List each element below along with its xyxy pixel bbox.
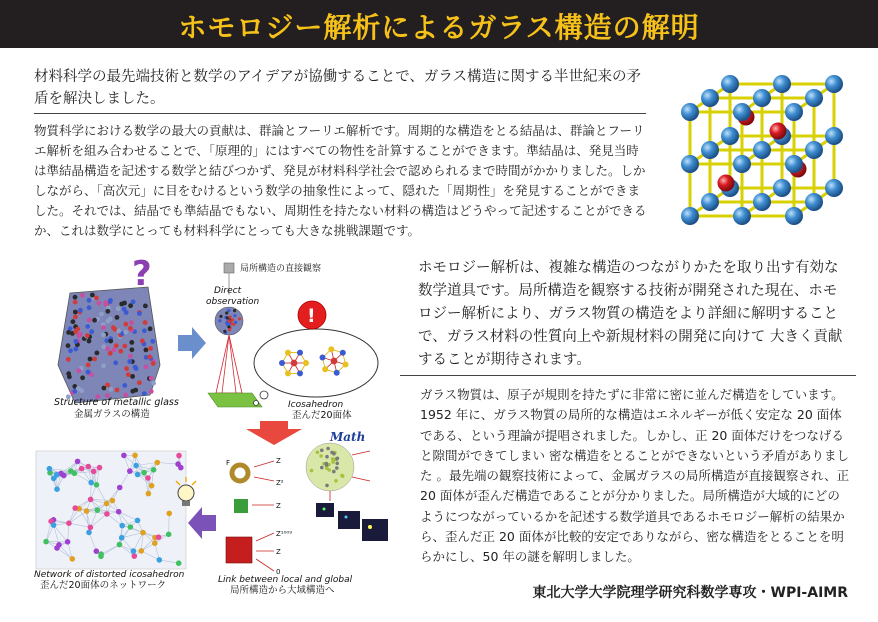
glass-atom — [137, 311, 142, 316]
metallic-glass-en-label: Structure of metallic glass — [54, 397, 179, 408]
network-node — [176, 560, 182, 566]
network-node — [66, 520, 72, 526]
network-node — [135, 472, 141, 478]
observed-atom — [226, 316, 229, 319]
icosahedron-en-label: Icosahedron — [288, 400, 344, 410]
glass-atom — [105, 309, 110, 314]
blue-atom — [733, 207, 751, 225]
homology-paragraph: ホモロジー解析は、複雑な構造のつながりかたを取り出す有効な数学道具です。局所構造を観察する技術が開発された現在、ホモロジー解析により、ガラス物質の構造をより詳細に解明することで、ガラス材料の性質向上や新規材料の開発に向けて 大きく貢献することが期待されます。 — [418, 260, 843, 368]
network-node — [155, 460, 161, 466]
network-node — [86, 530, 92, 536]
network-node — [131, 548, 137, 554]
network-node — [54, 486, 60, 492]
microscope-observation — [208, 263, 262, 407]
glass-atom — [95, 351, 100, 356]
blue-atom — [721, 75, 739, 93]
glass-atom — [114, 343, 119, 348]
network-node — [145, 475, 151, 481]
glass-atom — [78, 332, 83, 337]
homology-math-diagram — [226, 443, 388, 576]
observed-atom — [238, 317, 241, 320]
math-cluster-atom — [310, 469, 314, 473]
glass-atom — [129, 320, 134, 325]
glass-atom — [67, 374, 72, 379]
network-node — [157, 557, 163, 563]
blue-atom — [785, 207, 803, 225]
title-banner — [0, 0, 878, 48]
network-node — [110, 498, 116, 504]
network-node — [119, 535, 125, 541]
link-jp-label: 局所構造から大域構造へ — [230, 585, 335, 596]
glass-paragraph: ガラス物質は、原子が規則を持たずに非常に密に並んだ構造をしています。1952 年に、ガラス物質の局所的な構造はエネルギーが低く安定な 20 面体である、という理論が提唱されました。しかし、正 20 面体だけをつなげると隙間ができてしまい 密な構造をとることができないという矛盾がありました 。最先端の観察技術によって、金属ガラスの局所構造が直接観察され、正 20 面体が歪んだ構造であることが分かりました。局所構造が大域的にどのようにつながっているかを記述する数学道具であるホモロジー解析の結果から、歪んだ正 20 面体が比較的安定でありながら、密な構造をとることを明らかにし、50 年の謎を解明しました。 — [420, 387, 850, 565]
network-node — [94, 548, 100, 554]
icosahedron-atom — [322, 366, 328, 372]
glass-atom — [101, 325, 106, 330]
lead-paragraph: 材料科学の最先端技術と数学のアイデアが協働することで、ガラス構造に関する半世紀来の矛盾を解決しました。 — [34, 69, 641, 107]
blue-atom — [681, 155, 699, 173]
direct-observation-label-1: Direct — [214, 286, 242, 296]
network-node — [56, 542, 62, 548]
blue-atom — [701, 193, 719, 211]
glass-atom — [115, 388, 120, 393]
glass-atom — [122, 383, 127, 388]
glass-atom — [151, 361, 156, 366]
glass-atom — [78, 308, 83, 313]
blue-atom — [805, 141, 823, 159]
math-cluster-atom — [335, 462, 339, 466]
glass-atom — [113, 360, 118, 365]
network-node — [149, 483, 155, 489]
glass-atom — [128, 326, 133, 331]
glass-atom — [129, 340, 134, 345]
blue-atom — [773, 75, 791, 93]
network-node — [132, 553, 138, 559]
blue-atom — [733, 103, 751, 121]
glass-atom — [73, 347, 78, 352]
link-en-label: Link between local and global — [218, 575, 353, 585]
glass-atom — [108, 351, 113, 356]
glass-atom — [108, 339, 113, 344]
glass-atom — [144, 348, 149, 353]
icosahedron-bubble — [254, 329, 379, 406]
network-node — [132, 453, 138, 459]
observed-atom — [226, 323, 229, 326]
glass-atom — [80, 375, 85, 380]
svg-text:Z²: Z² — [276, 479, 284, 487]
network-jp-label: 歪んだ20面体のネットワーク — [40, 580, 167, 591]
icosahedron-network — [36, 451, 186, 569]
math-cluster-atom — [325, 462, 329, 466]
network-node — [141, 470, 147, 476]
glass-atom — [85, 324, 90, 329]
blue-atom — [805, 89, 823, 107]
observed-atom — [223, 330, 226, 333]
glass-atom — [108, 299, 113, 304]
glass-atom — [111, 348, 116, 353]
glass-atom — [86, 370, 91, 375]
blue-atom — [753, 141, 771, 159]
network-node — [51, 522, 57, 528]
svg-text:Z: Z — [276, 548, 281, 556]
glass-atom — [123, 322, 128, 327]
network-node — [104, 511, 110, 517]
observed-atom — [234, 321, 237, 324]
glass-atom — [149, 376, 154, 381]
network-node — [133, 463, 139, 469]
intro-paragraph: 物質科学における数学の最大の貢献は、群論とフーリエ解析です。周期的な構造をとる結晶は、群論とフーリエ解析を組み合わせることで、「原理的」にはすべての物性を計算することができます。準結晶は、発見当時は準結晶構造を記述する数学と結びつかず、発見が材料科学社会で認められるまで時間がかかりました。しかしながら、「高次元」に目をむけるという数学の抽象性によって、隠れた「周期性」を発見することができました。それでは、結晶でも準結晶でもない、周期性を持たない材料の構造はどうやって記述することができるか、これは数学にとっても材料科学にとっても大きな挑戦課題です。 — [34, 123, 647, 238]
network-node — [95, 507, 101, 513]
math-cluster-atom — [316, 451, 320, 455]
glass-atom — [87, 339, 92, 344]
crystal-lattice-illustration — [660, 66, 860, 246]
glass-atom — [87, 318, 92, 323]
divider-top — [34, 113, 646, 114]
glass-atom — [142, 328, 147, 333]
glass-atom — [73, 300, 78, 305]
network-node — [176, 453, 182, 459]
network-node — [54, 472, 60, 478]
glass-atom — [73, 310, 78, 315]
arrow-down-icon — [246, 421, 302, 445]
network-en-label: Network of distorted icosahedron — [34, 570, 185, 580]
network-node — [97, 465, 103, 471]
glass-atom — [122, 344, 127, 349]
glass-atom — [115, 315, 120, 320]
math-cluster-atom — [319, 454, 323, 458]
icosahedron-atom — [297, 370, 303, 376]
glass-atom — [143, 304, 148, 309]
glass-atom — [105, 346, 110, 351]
math-cluster-atom — [326, 447, 330, 451]
glass-atom — [87, 305, 92, 310]
glass-atom — [124, 366, 129, 371]
network-node — [156, 534, 162, 540]
glass-atom — [73, 295, 78, 300]
glass-atom — [127, 359, 132, 364]
observed-atom — [233, 314, 236, 317]
glass-atom — [80, 293, 85, 298]
glass-atom — [126, 372, 131, 377]
glass-atom — [140, 339, 145, 344]
network-node — [127, 468, 133, 474]
local-observation-label: 局所構造の直接観察 — [240, 264, 322, 274]
network-node — [88, 525, 94, 531]
network-node — [166, 511, 172, 517]
glass-atom — [123, 330, 128, 335]
blue-atom — [805, 193, 823, 211]
blue-atom — [753, 89, 771, 107]
arrow-right-icon — [178, 327, 206, 359]
blue-atom — [681, 207, 699, 225]
network-node — [91, 469, 97, 475]
glass-atom — [66, 357, 71, 362]
glass-atom — [94, 296, 99, 301]
network-node — [84, 508, 90, 514]
glass-atom — [137, 380, 142, 385]
observed-atom — [227, 309, 230, 312]
network-node — [166, 532, 172, 538]
network-node — [94, 482, 100, 488]
icosahedron-atom — [343, 362, 349, 368]
structure-figure — [30, 255, 400, 605]
network-node — [47, 466, 53, 472]
glass-atom — [89, 329, 94, 334]
network-node — [88, 480, 94, 486]
red-atom — [770, 123, 787, 140]
icosahedron-atom — [297, 350, 303, 356]
svg-text:F: F — [226, 459, 231, 467]
icosahedron-atom — [334, 370, 340, 376]
blue-atom — [785, 103, 803, 121]
page-title: ホモロジー解析によるガラス構造の解明 — [178, 11, 700, 44]
math-cluster-atom — [332, 470, 336, 474]
network-node — [140, 530, 146, 536]
observed-atom — [219, 315, 222, 318]
glass-atom — [88, 357, 93, 362]
network-node — [175, 461, 181, 467]
glass-atom — [130, 374, 135, 379]
blue-atom — [785, 155, 803, 173]
arrow-left-icon — [188, 507, 216, 539]
observed-atom — [227, 319, 230, 322]
network-node — [68, 468, 74, 474]
network-node — [117, 485, 123, 491]
glass-atom — [87, 298, 92, 303]
glass-atom — [86, 363, 91, 368]
network-node — [121, 453, 127, 459]
svg-text:0: 0 — [276, 568, 281, 576]
blue-atom — [773, 179, 791, 197]
exclamation-mark: ! — [307, 305, 316, 327]
direct-observation-label-2: observation — [206, 297, 260, 307]
glass-atom — [90, 293, 95, 298]
math-cluster-atom — [334, 479, 338, 483]
observed-atom — [225, 311, 228, 314]
network-node — [128, 524, 134, 530]
icosahedron-center-atom — [291, 360, 298, 367]
network-node — [79, 466, 85, 472]
glass-atom — [130, 389, 135, 394]
glass-atom — [148, 326, 153, 331]
network-node — [72, 505, 78, 511]
glass-atom — [111, 325, 116, 330]
network-node — [65, 539, 71, 545]
glass-atom — [133, 365, 138, 370]
network-node — [88, 497, 94, 503]
glass-atom — [119, 302, 124, 307]
blue-atom — [753, 193, 771, 211]
math-cluster-atom — [320, 466, 324, 470]
svg-text:Z: Z — [276, 502, 281, 510]
math-cluster-atom — [325, 484, 329, 488]
glass-atom — [74, 339, 79, 344]
glass-atom — [71, 319, 76, 324]
glass-atom — [92, 318, 97, 323]
glass-atom — [101, 333, 106, 338]
glass-atom — [85, 333, 90, 338]
glass-atom — [73, 315, 78, 320]
glass-atom — [149, 389, 154, 394]
glass-atom — [147, 355, 152, 360]
glass-atom — [131, 300, 136, 305]
glass-atom — [101, 363, 106, 368]
icosahedron-atom — [285, 350, 291, 356]
math-cluster-atom — [325, 466, 329, 470]
network-node — [146, 491, 152, 497]
icosahedron-atom — [303, 360, 309, 366]
metallic-glass-jp-label: 金属ガラスの構造 — [74, 409, 150, 420]
svg-text:Z¹⁰⁰⁹: Z¹⁰⁰⁹ — [276, 530, 293, 538]
affiliation: 東北大学大学院理学研究科数学専攻・WPI-AIMR — [532, 585, 848, 601]
math-cluster-atom — [330, 451, 334, 455]
network-node — [135, 518, 141, 524]
network-node — [86, 464, 92, 470]
math-cluster-atom — [320, 449, 324, 453]
glass-atom — [68, 348, 73, 353]
glass-atom — [150, 339, 155, 344]
observed-atom — [231, 318, 234, 321]
glass-atom — [104, 300, 109, 305]
network-node — [151, 467, 157, 473]
glass-atom — [109, 387, 114, 392]
network-node — [98, 554, 104, 560]
svg-text:Z: Z — [276, 457, 281, 465]
glass-atom — [75, 327, 80, 332]
network-node — [116, 509, 122, 515]
math-cluster-atom — [341, 474, 345, 478]
blue-atom — [733, 155, 751, 173]
icosahedron-atom — [285, 370, 291, 376]
observed-atom — [229, 316, 232, 319]
question-mark: ? — [132, 255, 152, 294]
glass-atom — [66, 343, 71, 348]
glass-atom — [77, 368, 82, 373]
glass-atom — [102, 386, 107, 391]
glass-atom — [151, 381, 156, 386]
red-atom — [718, 175, 735, 192]
glass-atom — [116, 329, 121, 334]
network-node — [139, 548, 145, 554]
math-cluster-atom — [335, 466, 339, 470]
observed-atom — [233, 309, 236, 312]
observed-atom — [218, 319, 221, 322]
blue-atom — [825, 179, 843, 197]
glass-atom — [142, 391, 147, 396]
glass-atom — [124, 310, 129, 315]
network-node — [70, 556, 76, 562]
network-node — [119, 523, 125, 529]
glass-atom — [128, 354, 133, 359]
blue-atom — [721, 127, 739, 145]
math-cluster-atom — [325, 455, 329, 459]
glass-atom — [118, 349, 123, 354]
network-node — [61, 473, 67, 479]
icosahedron-atom — [320, 355, 326, 361]
blue-atom — [825, 127, 843, 145]
icosahedron-atom — [340, 350, 346, 356]
network-node — [43, 539, 49, 545]
glass-atom — [92, 357, 97, 362]
blue-atom — [825, 75, 843, 93]
glass-atom — [105, 383, 110, 388]
icosahedron-center-atom — [331, 358, 338, 365]
glass-atom — [130, 347, 135, 352]
network-node — [75, 459, 81, 465]
glass-atom — [79, 388, 84, 393]
icosahedron-atom — [328, 346, 334, 352]
math-cluster-atom — [332, 458, 336, 462]
network-node — [117, 542, 123, 548]
blue-atom — [701, 141, 719, 159]
glass-atom — [143, 320, 148, 325]
network-node — [104, 501, 110, 507]
blue-atom — [681, 103, 699, 121]
network-node — [152, 540, 158, 546]
metallic-glass-cluster — [58, 287, 160, 403]
glass-atom — [106, 319, 111, 324]
glass-atom — [97, 301, 102, 306]
blue-atom — [701, 89, 719, 107]
math-label: Math — [330, 430, 366, 444]
icosahedron-atom — [279, 360, 285, 366]
icosahedron-jp-label: 歪んだ20面体 — [292, 410, 352, 421]
glass-atom — [99, 312, 104, 317]
glass-atom — [144, 364, 149, 369]
glass-atom — [148, 346, 153, 351]
glass-atom — [116, 306, 121, 311]
divider-middle — [400, 375, 856, 376]
